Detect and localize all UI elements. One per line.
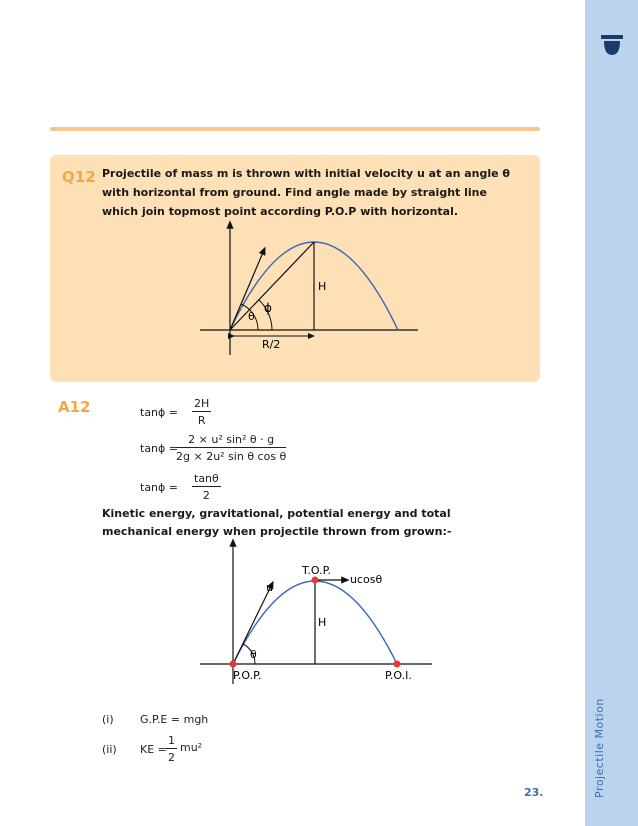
eq3-fraction [192,472,221,502]
label-theta: θ [248,310,255,323]
page-number: 23. [524,786,544,799]
label-phi: ϕ [264,301,272,315]
question-label: Q12 [62,168,96,186]
item-2-rest: mu² [180,741,203,754]
label-H: H [318,280,327,293]
velocity-vector [230,250,264,330]
label-theta: θ [250,648,257,661]
label-u: u [266,581,273,594]
eq1-fraction [192,397,211,427]
chapter-title: Projectile Motion [593,698,606,798]
eq2-numerator: 2 × u² sin² θ · g [176,433,286,448]
label-ucos: ucosθ [350,573,383,586]
eq2-lhs: tanϕ = [140,442,178,455]
join-line [230,242,314,330]
eq3-lhs: tanϕ = [140,481,178,494]
item-2-number: (ii) [102,743,117,756]
eq2-fraction [176,433,286,463]
energy-paragraph: Kinetic energy, gravitational, potential energy and total mechanical energy when projectile thrown from grown:- [102,507,452,538]
label-H: H [318,616,327,629]
item-2-numerator: 1 [168,734,175,747]
eq3-numerator: tanθ [194,472,219,485]
pop-dot [230,661,237,668]
label-R2: R/2 [262,338,281,351]
question-text: Projectile of mass m is thrown with initial velocity u at an angle θ with horizontal from ground. Find angle made by straight line which join topmost point according P.O.P with horizontal. [102,167,510,218]
eq3-denominator: 2 [202,489,210,502]
sidebar [585,0,638,826]
brand-logo-icon [601,35,623,57]
answer-label: A12 [58,398,91,416]
eq2-denominator: 2g × 2u² sin θ cos θ [176,450,287,463]
eq1-denominator: R [197,414,206,427]
label-poi: P.O.I. [385,669,412,682]
eq1-lhs: tanϕ = [140,406,178,419]
label-top: T.O.P. [302,564,332,577]
divider [50,127,540,131]
answer-diagram [200,538,440,688]
item-1-number: (i) [102,713,114,726]
item-2-fraction [166,734,177,764]
label-pop: P.O.P. [233,669,262,682]
question-diagram [200,220,420,360]
item-2-lhs: KE = [140,743,167,756]
top-point-dot [312,577,319,584]
poi-dot [394,661,401,668]
eq1-numerator: 2H [194,397,210,410]
item-2-denominator: 2 [168,751,175,764]
item-1-text: G.P.E = mgh [140,713,209,726]
